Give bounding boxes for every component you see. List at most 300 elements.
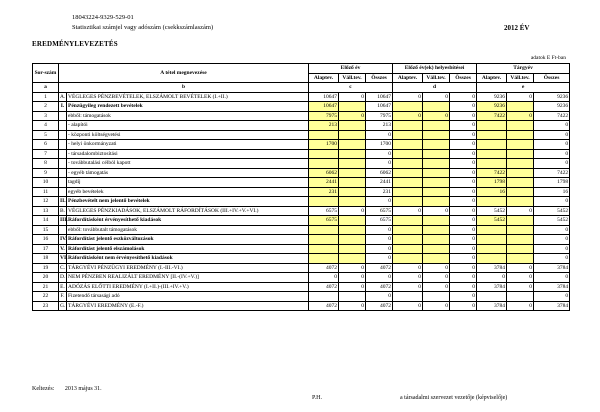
value-cell: 0 (450, 263, 477, 273)
value-cell[interactable] (423, 178, 450, 188)
value-cell[interactable] (339, 225, 366, 235)
value-cell[interactable] (309, 235, 339, 245)
value-cell[interactable]: 0 (423, 111, 450, 121)
value-cell[interactable]: 7975 (309, 111, 339, 121)
value-cell: 0 (393, 263, 423, 273)
value-cell[interactable] (339, 254, 366, 264)
value-cell: 0 (366, 235, 393, 245)
value-cell: 0 (534, 225, 570, 235)
value-cell[interactable] (507, 235, 534, 245)
value-cell: 16 (534, 187, 570, 197)
statement-rows (33, 92, 570, 311)
date-label: Keltezés: (32, 386, 55, 392)
table-row (33, 197, 570, 207)
col-total: Összes (534, 73, 570, 83)
table-row (33, 244, 570, 254)
col-corrections: Előző év(ek) helyesbítései (393, 64, 477, 74)
row-label: ADÓZÁS ELŐTTI EREDMÉNY (I.+II.)-(III.+IV.+V.) (67, 282, 309, 292)
value-cell[interactable] (507, 225, 534, 235)
col-business-activity: Váll.tev. (507, 73, 534, 83)
col-letter: b (59, 83, 309, 93)
value-cell: 7975 (366, 111, 393, 121)
value-cell[interactable]: 2441 (309, 178, 339, 188)
row-label: - alapítói (67, 121, 309, 131)
value-cell[interactable] (339, 102, 366, 112)
value-cell (339, 292, 366, 302)
value-cell: 0 (534, 254, 570, 264)
value-cell[interactable] (339, 149, 366, 159)
value-cell: 0 (534, 273, 570, 283)
value-cell: 5452 (534, 206, 570, 216)
date-value: 2013 május 31. (64, 386, 102, 392)
table-row (33, 130, 570, 140)
row-code (59, 140, 67, 150)
row-number: 13 (33, 206, 59, 216)
value-cell: 10647 (366, 102, 393, 112)
value-cell[interactable] (423, 197, 450, 207)
value-cell[interactable] (339, 178, 366, 188)
value-cell: 0 (450, 130, 477, 140)
value-cell[interactable] (477, 197, 507, 207)
row-number: 16 (33, 235, 59, 245)
row-code: D. (60, 274, 66, 281)
value-cell[interactable] (393, 121, 423, 131)
value-cell[interactable] (393, 168, 423, 178)
col-item-name: A tétel megnevezése (59, 64, 309, 83)
value-cell: 6575 (309, 206, 339, 216)
row-number: 2 (33, 102, 59, 112)
value-cell: 0 (534, 235, 570, 245)
row-label: ebből: továbbutalt támogatások (67, 225, 309, 235)
value-cell: 0 (450, 197, 477, 207)
table-row (33, 121, 570, 131)
value-cell: 0 (450, 92, 477, 102)
value-cell[interactable] (339, 130, 366, 140)
value-cell[interactable] (507, 168, 534, 178)
value-cell[interactable] (339, 216, 366, 226)
value-cell[interactable] (477, 149, 507, 159)
col-basic-activity: Alaptev. (477, 73, 507, 83)
row-label: NEM PÉNZBEN REALIZÁLT EREDMÉNY [II.-(IV.+V.)] (67, 273, 309, 283)
value-cell[interactable] (423, 216, 450, 226)
value-cell[interactable] (393, 102, 423, 112)
value-cell[interactable]: 1700 (309, 140, 339, 150)
value-cell[interactable]: 1798 (477, 178, 507, 188)
value-cell[interactable]: 10647 (309, 102, 339, 112)
value-cell: 0 (450, 292, 477, 302)
value-cell: 0 (534, 197, 570, 207)
value-cell: 0 (393, 301, 423, 311)
row-label: Ráfordításként érvényesíthető kiadások (67, 216, 309, 226)
value-cell: 0 (450, 149, 477, 159)
value-cell: 0 (450, 178, 477, 188)
statistical-id-caption: Statisztikai számjel vagy adószám (csekkszámlaszám) (72, 24, 214, 31)
value-cell: 0 (450, 206, 477, 216)
value-cell[interactable] (477, 121, 507, 131)
value-cell[interactable]: 5452 (477, 216, 507, 226)
value-cell: 0 (366, 244, 393, 254)
value-cell[interactable] (423, 140, 450, 150)
value-cell: 0 (507, 263, 534, 273)
value-cell: 0 (339, 206, 366, 216)
value-cell[interactable] (393, 187, 423, 197)
col-basic-activity: Alaptev. (393, 73, 423, 83)
row-number: 19 (33, 263, 59, 273)
table-row (33, 301, 570, 311)
value-cell: 0 (339, 263, 366, 273)
value-cell: 0 (507, 301, 534, 311)
value-cell: 0 (450, 140, 477, 150)
value-cell: 4072 (309, 263, 339, 273)
value-cell[interactable] (309, 197, 339, 207)
value-cell: 0 (423, 206, 450, 216)
value-cell: 0 (450, 187, 477, 197)
value-cell: 0 (366, 159, 393, 169)
value-cell: 4072 (309, 301, 339, 311)
table-row (33, 282, 570, 292)
value-cell (423, 292, 450, 302)
value-cell: 231 (366, 187, 393, 197)
row-number: 17 (33, 244, 59, 254)
value-cell[interactable] (339, 244, 366, 254)
row-number: 3 (33, 111, 59, 121)
value-cell[interactable] (339, 140, 366, 150)
value-cell[interactable]: 7422 (477, 111, 507, 121)
value-cell[interactable] (339, 168, 366, 178)
value-cell[interactable] (507, 197, 534, 207)
row-number: 22 (33, 292, 59, 302)
table-row (33, 263, 570, 273)
row-code: I. (59, 102, 67, 112)
value-cell: 0 (309, 273, 339, 283)
table-row (33, 235, 570, 245)
value-cell: 0 (507, 92, 534, 102)
value-cell: 3784 (477, 301, 507, 311)
value-cell: 10647 (309, 92, 339, 102)
row-label: egyéb bevételek (67, 187, 309, 197)
row-code: A. (60, 93, 66, 100)
row-code (59, 149, 67, 159)
row-label: Pénzbevételt nem jelentő bevételek (67, 197, 309, 207)
row-code: G. (60, 302, 66, 309)
value-cell[interactable] (507, 178, 534, 188)
value-cell[interactable] (339, 159, 366, 169)
value-cell: 0 (534, 121, 570, 131)
value-cell[interactable] (477, 140, 507, 150)
value-cell: 0 (450, 159, 477, 169)
row-label: tagdíj (67, 178, 309, 188)
value-cell (507, 292, 534, 302)
value-cell[interactable] (339, 235, 366, 245)
table-row (33, 273, 570, 283)
value-cell[interactable] (309, 244, 339, 254)
value-cell[interactable] (423, 168, 450, 178)
value-cell: 0 (339, 282, 366, 292)
table-row (33, 168, 570, 178)
value-cell: 3784 (534, 263, 570, 273)
value-cell[interactable] (507, 254, 534, 264)
row-code (59, 187, 67, 197)
value-cell[interactable] (423, 121, 450, 131)
row-code: II. (60, 198, 66, 205)
value-cell: 0 (423, 301, 450, 311)
value-cell: 0 (366, 149, 393, 159)
stamp-placeholder: P.H. (312, 395, 323, 401)
value-cell (477, 292, 507, 302)
row-number: 20 (33, 273, 59, 283)
value-cell: 0 (393, 282, 423, 292)
value-cell[interactable] (423, 254, 450, 264)
income-statement-table (32, 63, 570, 311)
value-cell: 213 (366, 121, 393, 131)
value-cell: 0 (450, 254, 477, 264)
value-cell: 9236 (534, 92, 570, 102)
value-cell[interactable] (309, 149, 339, 159)
value-cell: 0 (534, 130, 570, 140)
value-cell[interactable] (507, 244, 534, 254)
value-cell: 2441 (366, 178, 393, 188)
value-cell[interactable] (393, 254, 423, 264)
col-business-activity: Váll.tev. (423, 73, 450, 83)
value-cell: 0 (393, 206, 423, 216)
col-total: Összes (366, 73, 393, 83)
value-cell[interactable] (423, 225, 450, 235)
row-number: 18 (33, 254, 59, 264)
report-year: 2012 ÉV (504, 24, 530, 32)
value-cell: 4072 (309, 282, 339, 292)
value-cell[interactable] (309, 225, 339, 235)
value-cell[interactable] (339, 187, 366, 197)
value-cell[interactable] (477, 244, 507, 254)
value-cell[interactable]: 7422 (477, 168, 507, 178)
row-label: TÁRGYÉVI PÉNZÜGYI EREDMÉNY (I.-III.-VI.) (67, 263, 309, 273)
value-cell: 0 (477, 273, 507, 283)
value-cell: 9236 (477, 92, 507, 102)
value-cell[interactable] (423, 187, 450, 197)
value-cell[interactable] (477, 130, 507, 140)
value-cell: 3784 (534, 301, 570, 311)
value-cell: 3784 (477, 263, 507, 273)
value-cell: 0 (534, 159, 570, 169)
row-label: - társadalombiztosítási (67, 149, 309, 159)
value-cell[interactable] (393, 149, 423, 159)
value-cell: 0 (450, 216, 477, 226)
value-cell[interactable] (393, 140, 423, 150)
value-cell[interactable] (507, 159, 534, 169)
value-cell (309, 292, 339, 302)
value-cell: 0 (423, 282, 450, 292)
value-cell[interactable] (423, 102, 450, 112)
value-cell[interactable] (393, 235, 423, 245)
value-cell: 6575 (366, 216, 393, 226)
value-cell[interactable] (423, 130, 450, 140)
value-cell[interactable]: 6062 (309, 168, 339, 178)
value-cell[interactable]: 0 (393, 111, 423, 121)
row-label: Fizetendő társasági adó (67, 292, 309, 302)
value-cell[interactable] (423, 244, 450, 254)
row-label: TÁRGYÉVI EREDMÉNY (E.-F.) (67, 301, 309, 311)
value-cell[interactable] (507, 149, 534, 159)
signature-caption: a társadalmi szervezet vezetője (képviselője) (400, 395, 508, 401)
value-cell[interactable] (507, 216, 534, 226)
value-cell: 5452 (534, 216, 570, 226)
value-cell: 0 (450, 111, 477, 121)
value-cell[interactable] (393, 178, 423, 188)
value-cell: 3784 (477, 282, 507, 292)
row-code: F. (60, 293, 65, 300)
value-cell[interactable]: 9236 (477, 102, 507, 112)
value-cell[interactable]: 0 (339, 111, 366, 121)
value-cell: 0 (507, 206, 534, 216)
value-cell[interactable] (507, 121, 534, 131)
value-cell[interactable] (477, 235, 507, 245)
value-cell: 6575 (366, 206, 393, 216)
row-number: 23 (33, 301, 59, 311)
value-cell[interactable] (477, 159, 507, 169)
value-cell[interactable]: 213 (309, 121, 339, 131)
value-cell[interactable]: 16 (477, 187, 507, 197)
row-code: VI. (60, 255, 68, 262)
date-line (32, 386, 102, 392)
value-cell[interactable] (393, 197, 423, 207)
table-row (33, 187, 570, 197)
row-code (59, 168, 67, 178)
value-cell: 0 (450, 301, 477, 311)
table-row (33, 206, 570, 216)
row-code: V. (60, 245, 65, 252)
value-cell: 0 (450, 121, 477, 131)
value-cell[interactable] (423, 149, 450, 159)
value-cell: 6062 (366, 168, 393, 178)
value-cell: 7422 (534, 111, 570, 121)
value-cell: 0 (534, 244, 570, 254)
value-cell[interactable] (423, 235, 450, 245)
value-cell[interactable] (309, 130, 339, 140)
value-cell: 1700 (366, 140, 393, 150)
col-row-number: Sor-szám (33, 64, 59, 83)
row-code (59, 111, 67, 121)
row-label: VÉGLEGES PÉNZBEVÉTELEK, ELSZÁMOLT BEVÉTELEK (I.+II.) (67, 92, 309, 102)
value-cell[interactable] (393, 216, 423, 226)
col-previous-year: Előző év (309, 64, 393, 74)
row-label: - helyi önkormányzati (67, 140, 309, 150)
row-label: - továbbutalási célból kapott (67, 159, 309, 169)
row-code: C. (60, 264, 66, 271)
row-code: E. (60, 283, 65, 290)
row-label: - központi költségvetési (67, 130, 309, 140)
value-cell[interactable] (309, 159, 339, 169)
row-number: 8 (33, 159, 59, 169)
value-cell: 0 (423, 92, 450, 102)
row-code (59, 159, 67, 169)
value-cell: 0 (534, 292, 570, 302)
row-number: 10 (33, 178, 59, 188)
value-cell[interactable] (477, 225, 507, 235)
value-cell[interactable] (477, 254, 507, 264)
value-cell[interactable] (393, 130, 423, 140)
row-code (59, 121, 67, 131)
unit-note: adatok E Ft-ban (530, 55, 566, 61)
value-cell[interactable]: 6575 (309, 216, 339, 226)
statistical-id: 18043224-9329-529-01 (72, 14, 134, 21)
value-cell[interactable] (393, 159, 423, 169)
row-label: VÉGLEGES PÉNZKIADÁSOK, ELSZÁMOLT RÁFORDÍTÁSOK (III.+IV.+V.+VI.) (67, 206, 309, 216)
value-cell: 0 (534, 149, 570, 159)
value-cell: 0 (339, 301, 366, 311)
table-row (33, 292, 570, 302)
value-cell: 0 (366, 273, 393, 283)
value-cell: 0 (450, 168, 477, 178)
col-total: Összes (450, 73, 477, 83)
value-cell[interactable] (393, 225, 423, 235)
table-row (33, 92, 570, 102)
value-cell: 0 (450, 235, 477, 245)
value-cell[interactable] (507, 187, 534, 197)
value-cell: 4072 (366, 263, 393, 273)
value-cell: 0 (366, 254, 393, 264)
value-cell[interactable] (507, 130, 534, 140)
value-cell: 0 (366, 225, 393, 235)
table-row (33, 149, 570, 159)
table-row (33, 178, 570, 188)
value-cell: 0 (450, 282, 477, 292)
row-code (59, 225, 67, 235)
row-number: 6 (33, 140, 59, 150)
row-label: Ráfordításként nem érvényesíthető kiadások (67, 254, 309, 264)
value-cell[interactable] (507, 102, 534, 112)
value-cell: 10647 (366, 92, 393, 102)
value-cell[interactable] (393, 244, 423, 254)
col-letter: c (309, 83, 393, 93)
value-cell[interactable] (423, 159, 450, 169)
table-row (33, 254, 570, 264)
table-row (33, 102, 570, 112)
row-label: Ráfordítást jelentő eszközváltozások (67, 235, 309, 245)
value-cell: 7422 (534, 168, 570, 178)
value-cell[interactable]: 231 (309, 187, 339, 197)
value-cell[interactable] (339, 121, 366, 131)
col-letter: d (393, 83, 477, 93)
value-cell: 0 (450, 225, 477, 235)
row-number: 14 (33, 216, 59, 226)
table-row (33, 159, 570, 169)
row-number: 11 (33, 187, 59, 197)
row-number: 1 (33, 92, 59, 102)
row-number: 9 (33, 168, 59, 178)
value-cell: 0 (423, 263, 450, 273)
row-code (59, 130, 67, 140)
table-row (33, 111, 570, 121)
value-cell: 0 (339, 92, 366, 102)
value-cell[interactable] (507, 140, 534, 150)
col-basic-activity: Alaptev. (309, 73, 339, 83)
value-cell[interactable]: 0 (507, 111, 534, 121)
value-cell[interactable] (309, 254, 339, 264)
value-cell: 0 (393, 273, 423, 283)
row-code: III. (60, 217, 68, 224)
row-number: 7 (33, 149, 59, 159)
row-code (59, 178, 67, 188)
value-cell: 0 (534, 140, 570, 150)
table-row (33, 225, 570, 235)
value-cell: 0 (366, 197, 393, 207)
row-number: 12 (33, 197, 59, 207)
col-letter: e (477, 83, 570, 93)
value-cell[interactable] (339, 197, 366, 207)
row-code: IV. (60, 236, 67, 243)
row-number: 4 (33, 121, 59, 131)
row-number: 5 (33, 130, 59, 140)
